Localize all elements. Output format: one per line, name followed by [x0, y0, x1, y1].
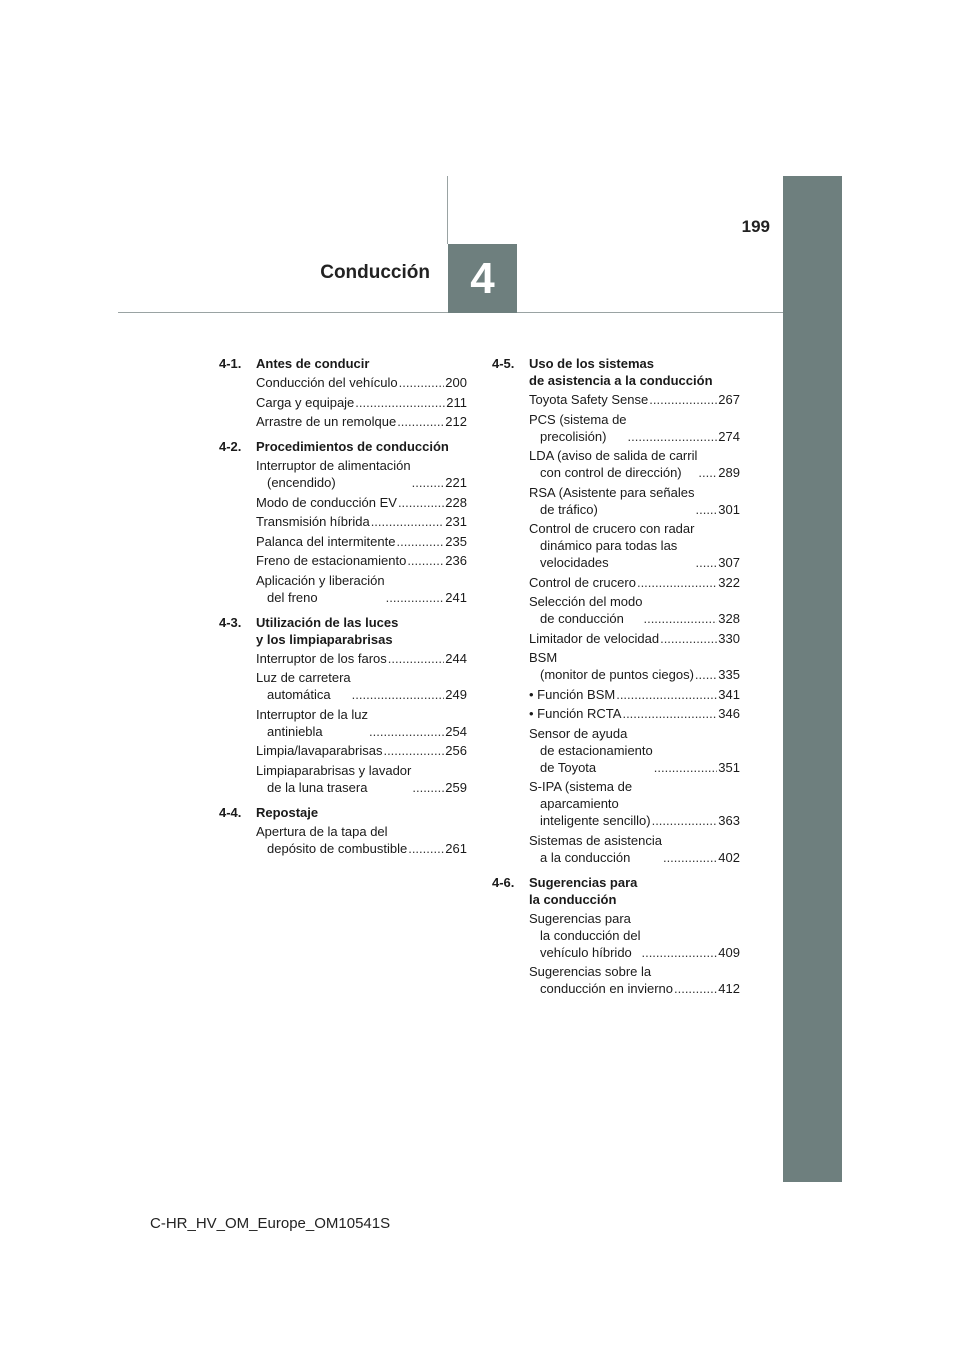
- dot-leader: [674, 980, 717, 997]
- dot-leader: [352, 686, 445, 703]
- dot-leader: [616, 686, 717, 703]
- entry-page-number: 212: [445, 414, 467, 429]
- entry-page-number: 211: [446, 394, 467, 410]
- entry-page-number: 261: [445, 840, 467, 856]
- toc-entry[interactable]: [529, 411, 740, 445]
- section-number: 4-5.: [492, 356, 515, 371]
- toc-entry[interactable]: [529, 484, 740, 518]
- toc-entry[interactable]: [529, 963, 740, 997]
- dot-leader: [371, 513, 445, 530]
- toc-entry[interactable]: [529, 520, 740, 571]
- toc-entry[interactable]: [256, 513, 467, 530]
- section-title: Uso de los sistemas de asistencia a la conducción: [529, 356, 713, 388]
- entry-page-number: 409: [718, 944, 740, 960]
- entry-title: Sugerencias para la conducción del vehículo híbrido: [529, 910, 641, 960]
- dot-leader: [660, 630, 717, 647]
- toc-entry[interactable]: [256, 669, 467, 703]
- toc-entry[interactable]: [529, 447, 740, 481]
- dot-leader: [622, 705, 717, 722]
- dot-leader: [412, 779, 444, 796]
- entry-title: Conducción del vehículo: [256, 375, 398, 390]
- chapter-number-box: 4: [448, 244, 517, 313]
- entry-title: Sensor de ayuda de estacionamiento de Toyota: [529, 725, 653, 775]
- dot-leader: [695, 554, 717, 571]
- chapter-title: Conducción: [320, 262, 430, 283]
- dot-leader: [654, 759, 718, 776]
- toc-entry[interactable]: [529, 630, 740, 647]
- dot-leader: [649, 391, 717, 408]
- entry-page-number: 200: [445, 375, 467, 390]
- toc-entry[interactable]: [256, 533, 467, 550]
- toc-entry[interactable]: [256, 457, 467, 491]
- entry-title: PCS (sistema de precolisión): [529, 411, 627, 444]
- toc-entry[interactable]: [256, 650, 467, 667]
- entry-title: Transmisión híbrida: [256, 514, 370, 529]
- toc-entry[interactable]: [256, 762, 467, 796]
- section-number: 4-2.: [219, 439, 242, 454]
- dot-leader: [398, 494, 444, 511]
- dot-leader: [396, 533, 444, 550]
- entry-page-number: 322: [718, 574, 740, 590]
- toc-entry[interactable]: [256, 374, 467, 391]
- dot-leader: [637, 574, 717, 591]
- entry-page-number: 267: [718, 392, 740, 407]
- toc-entry[interactable]: [529, 593, 740, 627]
- toc-entry[interactable]: [256, 413, 467, 430]
- dot-leader: [695, 501, 717, 518]
- dot-leader: [663, 849, 717, 866]
- toc-entry[interactable]: [529, 725, 740, 776]
- entry-page-number: 330: [718, 630, 740, 646]
- entry-page-number: 235: [445, 533, 467, 549]
- page-number: 199: [741, 217, 770, 236]
- entry-title: Arrastre de un remolque: [256, 414, 397, 429]
- dot-leader: [695, 666, 717, 683]
- section-title: Sugerencias para la conducción: [529, 874, 638, 907]
- toc-entry[interactable]: [256, 742, 467, 759]
- toc-right-column: [492, 355, 740, 1000]
- entry-page-number: 307: [718, 555, 740, 570]
- entry-page-number: 244: [445, 650, 467, 666]
- toc-entry[interactable]: [256, 706, 467, 740]
- dot-leader: [628, 428, 718, 445]
- entry-page-number: 228: [445, 494, 467, 510]
- toc-entry[interactable]: [529, 649, 740, 683]
- entry-title: Limpia/lavaparabrisas: [256, 743, 383, 758]
- toc-section: [219, 438, 467, 455]
- entry-title: • Función BSM: [529, 686, 616, 702]
- entry-page-number: 254: [445, 723, 467, 739]
- dot-leader: [399, 374, 445, 391]
- entry-page-number: 341: [718, 686, 740, 702]
- chapter-side-tab: [783, 176, 842, 1182]
- toc-entry[interactable]: [256, 552, 467, 569]
- dot-leader: [412, 474, 445, 491]
- entry-title: Limitador de velocidad: [529, 630, 660, 646]
- entry-page-number: 351: [718, 759, 740, 775]
- toc-entry[interactable]: [529, 910, 740, 961]
- toc-section: [219, 804, 467, 821]
- dot-leader: [397, 413, 444, 430]
- entry-page-number: 221: [445, 475, 467, 490]
- entry-title: Interruptor de los faros: [256, 650, 387, 666]
- document-id: C-HR_HV_OM_Europe_OM10541S: [150, 1215, 391, 1232]
- dot-leader: [641, 944, 717, 961]
- toc-entry[interactable]: [529, 574, 740, 591]
- entry-page-number: 259: [445, 779, 467, 795]
- entry-title: RSA (Asistente para señales de tráfico): [529, 484, 695, 517]
- entry-title: Apertura de la tapa del depósito de combustible: [256, 823, 408, 856]
- dot-leader: [388, 650, 445, 667]
- entry-page-number: 249: [445, 687, 467, 702]
- entry-title: Control de crucero: [529, 574, 636, 590]
- entry-title: Freno de estacionamiento: [256, 553, 407, 568]
- entry-page-number: 402: [718, 849, 740, 865]
- toc-section: [492, 355, 740, 389]
- entry-page-number: 363: [718, 813, 740, 828]
- entry-title: Modo de conducción EV: [256, 494, 397, 510]
- dot-leader: [698, 464, 717, 481]
- entry-title: Selección del modo de conducción: [529, 594, 643, 626]
- entry-title: Limpiaparabrisas y lavador de la luna trasera: [256, 762, 412, 795]
- entry-title: Sugerencias sobre la conducción en invierno: [529, 964, 673, 996]
- entry-title: Sistemas de asistencia a la conducción: [529, 832, 662, 865]
- entry-title: Control de crucero con radar dinámico para todas las velocidades: [529, 521, 695, 570]
- toc-section: [492, 874, 740, 908]
- dot-leader: [652, 812, 718, 829]
- entry-page-number: 274: [718, 428, 740, 444]
- entry-title: Aplicación y liberación del freno: [256, 572, 385, 605]
- section-title: Utilización de las luces y los limpiaparabrisas: [256, 614, 399, 647]
- entry-title: Palanca del intermitente: [256, 533, 396, 549]
- toc-entry[interactable]: [256, 823, 467, 857]
- entry-title: BSM (monitor de puntos ciegos): [529, 650, 694, 682]
- entry-page-number: 412: [718, 981, 740, 996]
- entry-page-number: 346: [718, 706, 740, 721]
- toc-entry[interactable]: [529, 686, 740, 703]
- entry-page-number: 289: [718, 465, 740, 480]
- entry-page-number: 328: [718, 611, 740, 626]
- toc-entry[interactable]: [529, 391, 740, 408]
- toc-entry[interactable]: [529, 705, 740, 722]
- entry-page-number: 301: [718, 501, 740, 517]
- entry-title: Interruptor de la luz antiniebla: [256, 706, 369, 739]
- toc-entry[interactable]: [529, 778, 740, 829]
- dot-leader: [386, 589, 445, 606]
- toc-section: [219, 355, 467, 372]
- entry-page-number: 236: [445, 553, 467, 568]
- toc-entry[interactable]: [256, 572, 467, 606]
- header-divider-vertical: [447, 176, 448, 244]
- toc-entry[interactable]: [256, 494, 467, 511]
- section-title: Repostaje: [256, 804, 319, 820]
- entry-title: Toyota Safety Sense: [529, 392, 649, 407]
- toc-section: [219, 614, 467, 648]
- section-title: Antes de conducir: [256, 356, 370, 371]
- section-number: 4-4.: [219, 804, 242, 820]
- section-title: Procedimientos de conducción: [256, 439, 449, 454]
- entry-page-number: 335: [718, 667, 740, 682]
- entry-title: LDA (aviso de salida de carril con control de dirección): [529, 448, 698, 480]
- toc-entry[interactable]: [529, 832, 740, 866]
- toc-left-column: [219, 355, 467, 859]
- dot-leader: [643, 610, 717, 627]
- entry-title: Carga y equipaje: [256, 394, 355, 410]
- entry-title: Interruptor de alimentación (encendido): [256, 458, 411, 490]
- entry-page-number: 256: [445, 743, 467, 758]
- entry-page-number: 241: [445, 589, 467, 605]
- section-number: 4-1.: [219, 356, 242, 371]
- entry-page-number: 231: [445, 514, 467, 529]
- section-number: 4-6.: [492, 874, 515, 890]
- dot-leader: [369, 723, 444, 740]
- toc-entry[interactable]: [256, 394, 467, 411]
- dot-leader: [383, 742, 444, 759]
- dot-leader: [407, 552, 444, 569]
- dot-leader: [408, 840, 444, 857]
- entry-title: S-IPA (sistema de aparcamiento inteligente sencillo): [529, 779, 651, 828]
- dot-leader: [355, 394, 445, 411]
- entry-title: Luz de carretera automática: [256, 670, 351, 702]
- entry-title: • Función RCTA: [529, 706, 622, 721]
- section-number: 4-3.: [219, 614, 242, 630]
